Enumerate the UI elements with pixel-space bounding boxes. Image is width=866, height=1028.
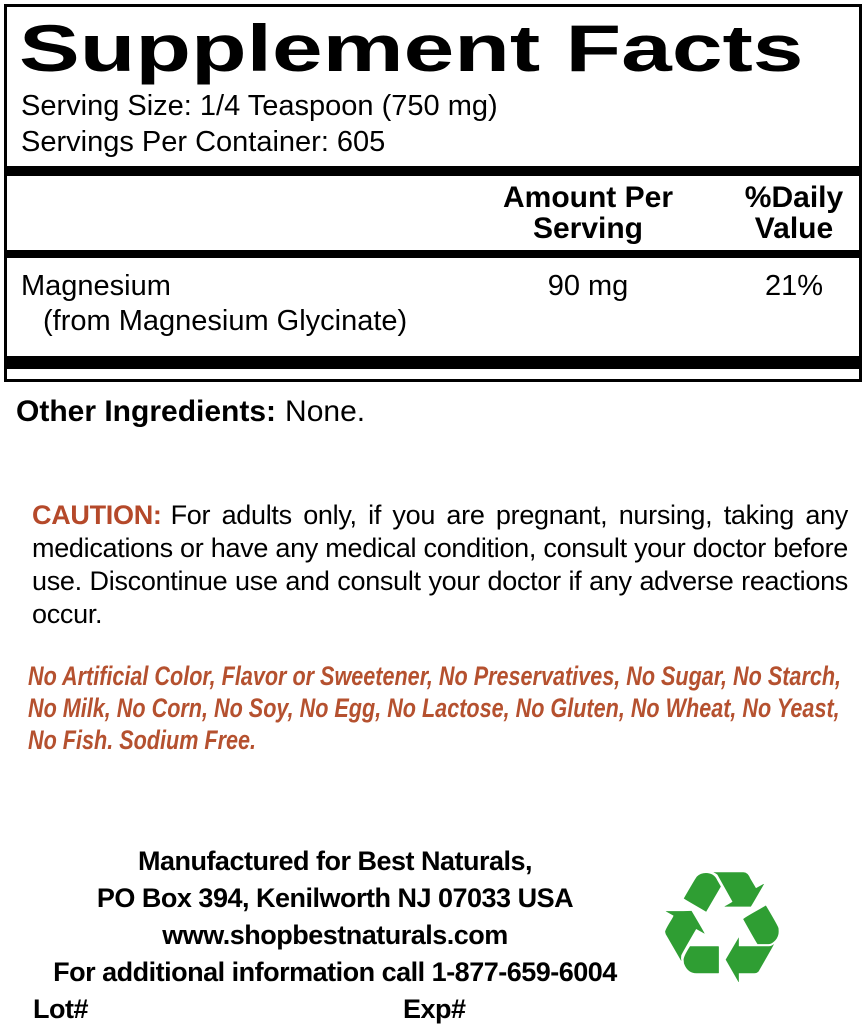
claim-line-2: No Milk, No Corn, No Soy, No Egg, No Lactose, No Gluten, No Wheat, No Yeast, xyxy=(28,692,840,723)
lot-exp-row xyxy=(25,991,645,1028)
caution-paragraph xyxy=(32,499,848,631)
column-header-amount-line2: Serving xyxy=(532,211,644,245)
divider-bar-top xyxy=(7,166,859,176)
other-ingredients-label: Other Ingredients: xyxy=(16,394,277,428)
claim-line-3: No Fish. Sodium Free. xyxy=(28,724,257,755)
other-ingredients-line xyxy=(16,395,850,429)
supplement-facts-panel xyxy=(4,4,862,382)
nutrient-daily-value: 21% xyxy=(764,269,824,302)
address-line: PO Box 394, Kenilworth NJ 07033 USA xyxy=(96,882,574,913)
servings-per-container-line: Servings Per Container: 605 xyxy=(21,125,386,158)
lot-label: Lot# xyxy=(33,993,88,1024)
website-line: www.shopbestnaturals.com xyxy=(162,919,508,950)
exp-label: Exp# xyxy=(403,993,466,1024)
column-header-dv-line1: %Daily xyxy=(744,180,844,214)
manufacturer-block xyxy=(25,843,645,1028)
claim-line-1: No Artificial Color, Flavor or Sweetener, No Preservatives, No Sugar, No Starch, xyxy=(28,660,842,691)
nutrient-source: (from Magnesium Glycinate) xyxy=(43,304,408,337)
claims-paragraph xyxy=(28,660,866,756)
caution-text: For adults only, if you are pregnant, nursing, taking any medications or have any medical condition, consult your doctor before use. Discontinue use and consult your doctor if any adverse reactions occur. xyxy=(32,499,848,629)
column-header-amount-per-serving xyxy=(478,182,698,244)
recycle-icon: ♻ xyxy=(652,837,792,1019)
divider-bar-header xyxy=(7,250,859,258)
nutrient-name-cell xyxy=(7,269,478,339)
divider-bar-bottom xyxy=(7,356,859,369)
table-header-row xyxy=(7,176,859,250)
manufacturer-line: Manufactured for Best Naturals, xyxy=(137,845,533,876)
column-header-amount-line1: Amount Per xyxy=(502,180,673,214)
panel-title-row xyxy=(7,7,859,88)
supplement-label xyxy=(0,4,866,1028)
nutrient-row-magnesium xyxy=(7,258,859,356)
nutrient-amount: 90 mg xyxy=(547,269,629,302)
phone-line: For additional information call 1-877-659-6004 xyxy=(53,956,617,987)
column-header-daily-value xyxy=(729,182,859,244)
caution-label: CAUTION: xyxy=(32,499,162,530)
column-header-dv-line2: Value xyxy=(754,211,834,245)
serving-size-line: Serving Size: 1/4 Teaspoon (750 mg) xyxy=(21,89,498,122)
nutrient-name: Magnesium xyxy=(21,269,171,302)
other-ingredients-value: None. xyxy=(285,394,366,428)
panel-title: Supplement Facts xyxy=(19,11,804,85)
